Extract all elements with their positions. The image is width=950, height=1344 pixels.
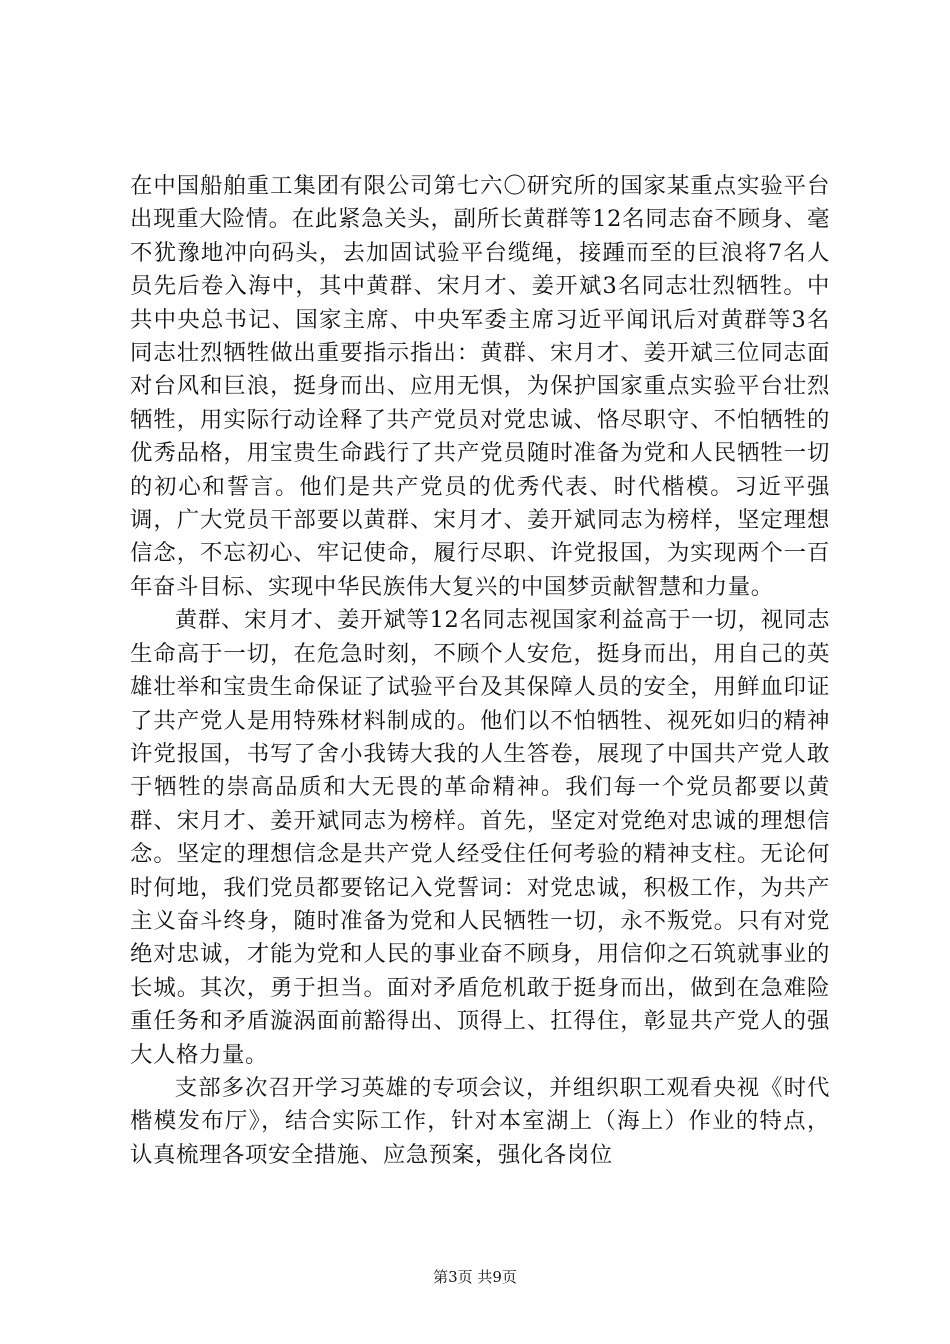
paragraph-2: 黄群、宋月才、姜开斌等12名同志视国家利益高于一切，视同志生命高于一切，在危急时刻，不顾个人安危，挺身而出，用自己的英雄壮举和宝贵生命保证了试验平台及其保障人员的安全，用鲜血印证了共产党人是用特殊材料制成的。他们以不怕牺牲、视死如归的精神许党报国，书写了舍小我铸大我的人生答卷，展现了中国共产党人敢于牺牲的崇高品质和大无畏的革命精神。我们每一个党员都要以黄群、宋月才、姜开斌同志为榜样。首先，坚定对党绝对忠诚的理想信念。坚定的理想信念是共产党人经受住任何考验的精神支柱。无论何时何地，我们党员都要铭记入党誓词：对党忠诚，积极工作，为共产主义奋斗终身，随时准备为党和人民牺牲一切，永不叛党。只有对党绝对忠诚，才能为党和人民的事业奋不顾身，用信仰之石筑就事业的长城。其次，勇于担当。面对矛盾危机敢于挺身而出，做到在急难险重任务和矛盾漩涡面前豁得出、顶得上、扛得住，彰显共产党人的强大人格力量。 [130,607,830,1068]
document-body [130,170,830,1172]
paragraph-3: 支部多次召开学习英雄的专项会议，并组织职工观看央视《时代楷模发布厅》，结合实际工作，针对本室湖上（海上）作业的特点，认真梳理各项安全措施、应急预案，强化各岗位 [130,1074,830,1168]
page-footer: 第3页 共9页 [433,1268,517,1286]
paragraph-1: 在中国船舶重工集团有限公司第七六〇研究所的国家某重点实验平台出现重大险情。在此紧急关头，副所长黄群等12名同志奋不顾身、毫不犹豫地冲向码头，去加固试验平台缆绳，接踵而至的巨浪将7名人员先后卷入海中，其中黄群、宋月才、姜开斌3名同志壮烈牺牲。中共中央总书记、国家主席、中央军委主席习近平闻讯后对黄群等3名同志壮烈牺牲做出重要指示指出：黄群、宋月才、姜开斌三位同志面对台风和巨浪，挺身而出、应用无惧，为保护国家重点实验平台壮烈牺牲，用实际行动诠释了共产党员对党忠诚、恪尽职守、不怕牺牲的优秀品格，用宝贵生命践行了共产党员随时准备为党和人民牺牲一切的初心和誓言。他们是共产党员的优秀代表、时代楷模。习近平强调，广大党员干部要以黄群、宋月才、姜开斌同志为榜样，坚定理想信念，不忘初心、牢记使命，履行尽职、许党报国，为实现两个一百年奋斗目标、实现中华民族伟大复兴的中国梦贡献智慧和力量。 [130,173,830,600]
